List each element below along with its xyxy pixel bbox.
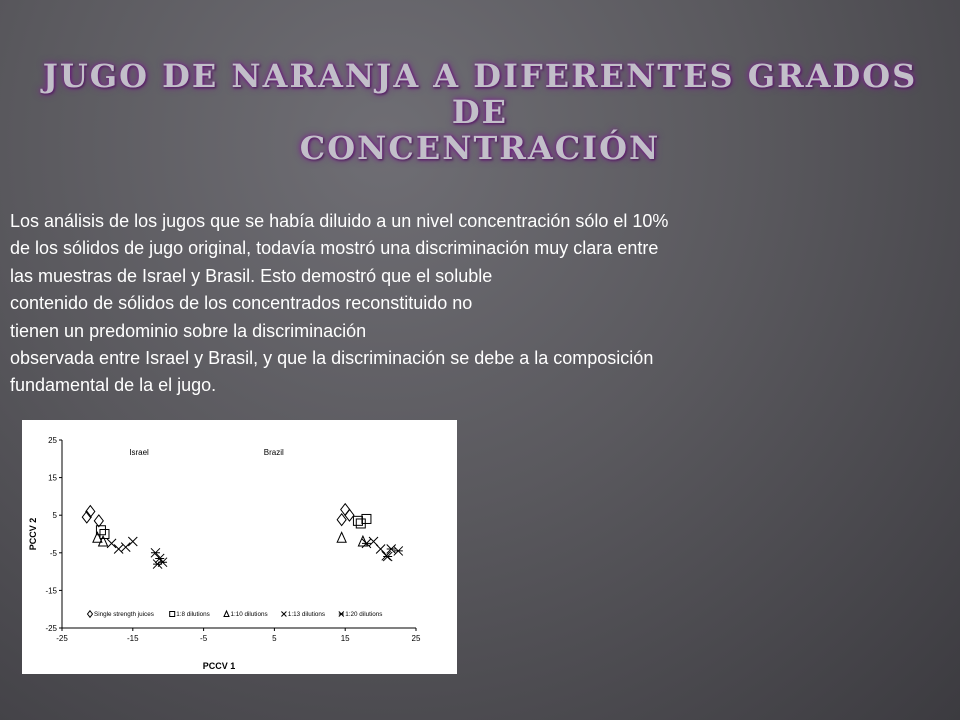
y-tick-label: -25 <box>45 624 57 633</box>
x-axis-label: PCCV 1 <box>202 661 236 671</box>
paragraph-line: las muestras de Israel y Brasil. Esto demostró que el soluble <box>10 265 493 286</box>
legend-label: 1:8 dilutions <box>176 611 210 618</box>
data-point-triangle <box>358 536 367 546</box>
x-tick-label: 5 <box>272 634 277 643</box>
x-tick-label: -5 <box>200 634 208 643</box>
legend-label: Single strength juices <box>94 611 154 618</box>
data-point-asterisk <box>387 545 396 554</box>
data-point-diamond <box>94 515 103 527</box>
y-tick-label: 15 <box>48 473 57 483</box>
data-point-asterisk <box>394 546 403 555</box>
paragraph-line: Los análisis de los jugos que se había diluido a un nivel concentración sólo el 10% <box>10 211 669 231</box>
legend-marker-diamond <box>88 611 93 618</box>
paragraph-line: fundamental de la el jugo. <box>10 375 217 396</box>
y-tick-label: 5 <box>52 511 57 521</box>
chart-annotation: Brazil <box>263 448 284 458</box>
title-line-2: CONCENTRACIÓN <box>299 129 661 167</box>
chart-annotation: Israel <box>129 448 149 458</box>
y-axis-label: PCCV 2 <box>28 517 38 551</box>
data-point-square <box>100 530 109 539</box>
paragraph-line: observada entre Israel y Brasil, y que la discriminación se debe a la composición <box>10 348 654 369</box>
x-tick-label: 25 <box>411 634 421 643</box>
data-point-x <box>128 537 137 546</box>
data-point-square <box>353 516 362 525</box>
legend-label: 1:20 dilutions <box>345 611 383 618</box>
paragraph-line: de los sólidos de jugo original, todavía mostró una discriminación muy clara entre <box>10 238 659 259</box>
y-tick-label: 25 <box>48 436 57 445</box>
data-point-asterisk <box>362 539 371 548</box>
data-point-asterisk <box>151 548 160 557</box>
scatter-chart-figure <box>22 420 457 674</box>
x-tick-label: 15 <box>340 634 350 643</box>
data-point-asterisk <box>383 552 392 561</box>
data-point-x <box>114 545 123 554</box>
legend-label: 1:10 dilutions <box>230 611 268 618</box>
data-point-x <box>121 543 130 552</box>
data-point-triangle <box>337 532 346 542</box>
y-tick-label: -15 <box>45 586 57 596</box>
legend-marker-x <box>281 612 286 617</box>
legend-marker-triangle <box>224 611 229 617</box>
title-line-1: JUGO DE NARANJA A DIFERENTES GRADOS DE <box>42 57 918 131</box>
scatter-chart <box>22 420 457 674</box>
y-tick-label: -5 <box>49 548 57 558</box>
x-tick-label: -15 <box>127 634 139 643</box>
slide-title <box>40 58 920 166</box>
legend-marker-asterisk <box>339 612 344 617</box>
paragraph-line: tienen un predominio sobre la discriminación <box>10 320 367 341</box>
legend-label: 1:13 dilutions <box>287 611 326 618</box>
data-point-x <box>107 539 116 548</box>
x-tick-label: -25 <box>56 634 68 643</box>
body-paragraph <box>10 208 910 400</box>
legend-marker-square <box>170 612 175 617</box>
paragraph-line: contenido de sólidos de los concentrados reconstituido no <box>10 293 473 314</box>
